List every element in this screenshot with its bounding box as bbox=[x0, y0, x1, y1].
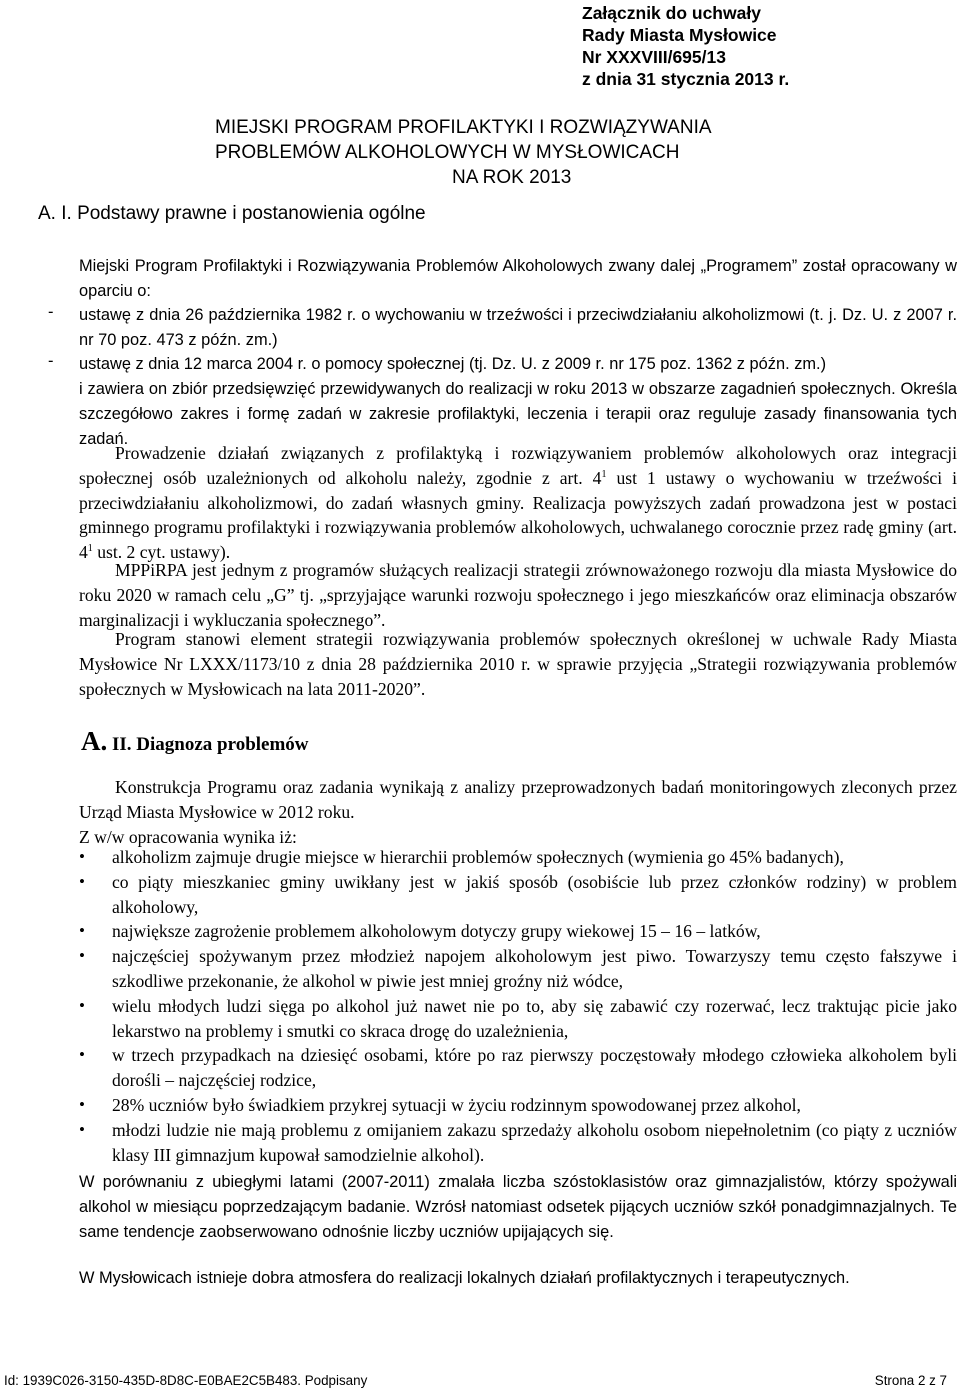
annex-line-2: Rady Miasta Mysłowice bbox=[582, 25, 777, 45]
annex-header bbox=[582, 2, 842, 90]
list-item: • największe zagrożenie problemem alkoholowym dotyczy grupy wiekowej 15 – 16 – latków, bbox=[79, 919, 957, 944]
title-line-3: NA ROK 2013 bbox=[452, 167, 572, 188]
section-1-intro: Miejski Program Profilaktyki i Rozwiązywania Problemów Alkoholowych zwany dalej „Programem” został opracowany w oparciu o: bbox=[79, 257, 957, 300]
findings-list bbox=[79, 845, 957, 1167]
document-id: Id: 1939C026-3150-435D-8D8C-E0BAE2C5B483. Podpisany bbox=[4, 1373, 368, 1388]
list-item: • w trzech przypadkach na dziesięć osobami, które po raz pierwszy poczęstowały młodego człowieka alkoholem byli dorośli – najczęściej rodzice, bbox=[79, 1043, 957, 1093]
section-2-paragraph-2: Z w/w opracowania wynika iż: bbox=[79, 827, 297, 847]
list-item: • 28% uczniów było świadkiem przykrej sytuacji w życiu rodzinnym spowodowanej przez alkohol, bbox=[79, 1093, 957, 1118]
law-2-dash: - bbox=[48, 352, 54, 370]
annex-line-3: Nr XXXVIII/695/13 bbox=[582, 47, 726, 67]
page-number: Strona 2 z 7 bbox=[874, 1373, 947, 1388]
annex-line-4: z dnia 31 stycznia 2013 r. bbox=[582, 69, 790, 89]
list-item: • alkoholizm zajmuje drugie miejsce w hierarchii problemów społecznych (wymienia go 45% badanych), bbox=[79, 845, 957, 870]
section-2-paragraph-3: W porównaniu z ubiegłymi latami (2007-2011) zmalała liczba szóstoklasistów oraz gimnazjalistów, którzy spożywali alkohol w miesiącu poprzedzającym badanie. Wzrósł natomiast odsetek pijących uczniów szkół ponadgimnazjalnych. Te same tendencje zaobserwowano odnośnie liczby uczniów upijających się. bbox=[79, 1173, 957, 1241]
title-line-2: PROBLEMÓW ALKOHOLOWYCH W MYSŁOWICACH bbox=[215, 142, 680, 163]
list-item: • najczęściej spożywanym przez młodzież napojem alkoholowym jest piwo. Towarzyszy temu często fałszywe i szkodliwe przekonanie, że alkohol w piwie jest mniej groźny niż wódce, bbox=[79, 944, 957, 994]
section-1-paragraph-3: MPPiRPA jest jednym z programów służących realizacji strategii zrównoważonego rozwoju dla miasta Mysłowice do roku 2020 w ramach celu „G” tj. „sprzyjające warunki rozwoju społecznego i jego mieszkańców oraz eliminacja obszarów marginalizacji i wykluczania społecznego”. bbox=[79, 560, 957, 630]
section-2-heading bbox=[81, 726, 309, 757]
section-1-paragraph-2: Prowadzenie działań związanych z profilaktyką i rozwiązywaniem problemów alkoholowych oraz integracji społecznej osób uzależnionych od alkoholu należy, zgodnie z art. $4^1$ ust 1 ustawy o wychowaniu w trzeźwości i przeciwdziałaniu alkoholizmowi, do zadań własnych gminy. Realizacja powyższych zadań prowadzona jest w postaci gminnego programu profilaktyki i rozwiązywania problemów alkoholowych, uchwalanego corocznie przez radę gminy (art. $4^1$ ust. 2 cyt. ustawy). bbox=[79, 443, 957, 563]
annex-line-1: Załącznik do uchwały bbox=[582, 3, 761, 23]
superscript-1b: 1 bbox=[87, 543, 93, 555]
section-2-paragraph-1: Konstrukcja Programu oraz zadania wynikają z analizy przeprowadzonych badań monitoringowych zleconych przez Urząd Miasta Mysłowice w 2012 roku. bbox=[79, 777, 957, 822]
section-2-letter: A. bbox=[81, 726, 108, 756]
title-line-1: MIEJSKI PROGRAM PROFILAKTYKI I ROZWIĄZYWANIA bbox=[215, 117, 712, 138]
section-2-title: II. Diagnoza problemów bbox=[107, 734, 309, 755]
list-item: • co piąty mieszkaniec gminy uwikłany jest w jakiś sposób (osobiście lub przez członków rodziny) w problem alkoholowy, bbox=[79, 870, 957, 920]
section-1-paragraph-4: Program stanowi element strategii rozwiązywania problemów społecznych określonej w uchwale Rady Miasta Mysłowice Nr LXXX/1173/10 z dnia 28 października 2010 r. w sprawie przyjęcia „Strategii rozwiązywania problemów społecznych w Mysłowicach na lata 2011-2020”. bbox=[79, 629, 957, 699]
section-1-heading: A. I. Podstawy prawne i postanowienia ogólne bbox=[38, 203, 426, 224]
law-1: ustawę z dnia 26 października 1982 r. o wychowaniu w trzeźwości i przeciwdziałaniu alkoholizmowi (t. j. Dz. U. z 2007 r. nr 70 poz. 473 z późn. zm.) bbox=[79, 306, 957, 349]
law-2: ustawę z dnia 12 marca 2004 r. o pomocy społecznej (tj. Dz. U. z 2009 r. nr 175 poz. 1362 z późn. zm.) bbox=[79, 355, 827, 373]
list-item: • młodzi ludzie nie mają problemu z omijaniem zakazu sprzedaży alkoholu osobom niepełnoletnim (co piąty z uczniów klasy III gimnazjum kupował samodzielnie alkohol). bbox=[79, 1118, 957, 1168]
document-title bbox=[215, 115, 775, 190]
superscript-1: 1 bbox=[601, 468, 607, 480]
list-item: • wielu młodych ludzi sięga po alkohol już nawet nie po to, aby się zabawić czy rozerwać, lecz traktując picie jako lekarstwo na problemy i smutki co skraca drogę do uzależnienia, bbox=[79, 994, 957, 1044]
section-2-paragraph-4: W Mysłowicach istnieje dobra atmosfera do realizacji lokalnych działań profilaktycznych i terapeutycznych. bbox=[79, 1269, 850, 1287]
law-1-dash: - bbox=[48, 303, 54, 321]
section-1-paragraph-1: i zawiera on zbiór przedsięwzięć przewidywanych do realizacji w roku 2013 w obszarze zagadnień społecznych. Określa szczegółowo zakres i formę zadań w zakresie profilaktyki, leczenia i terapii oraz reguluje zasady finansowania tych zadań. bbox=[79, 380, 957, 448]
